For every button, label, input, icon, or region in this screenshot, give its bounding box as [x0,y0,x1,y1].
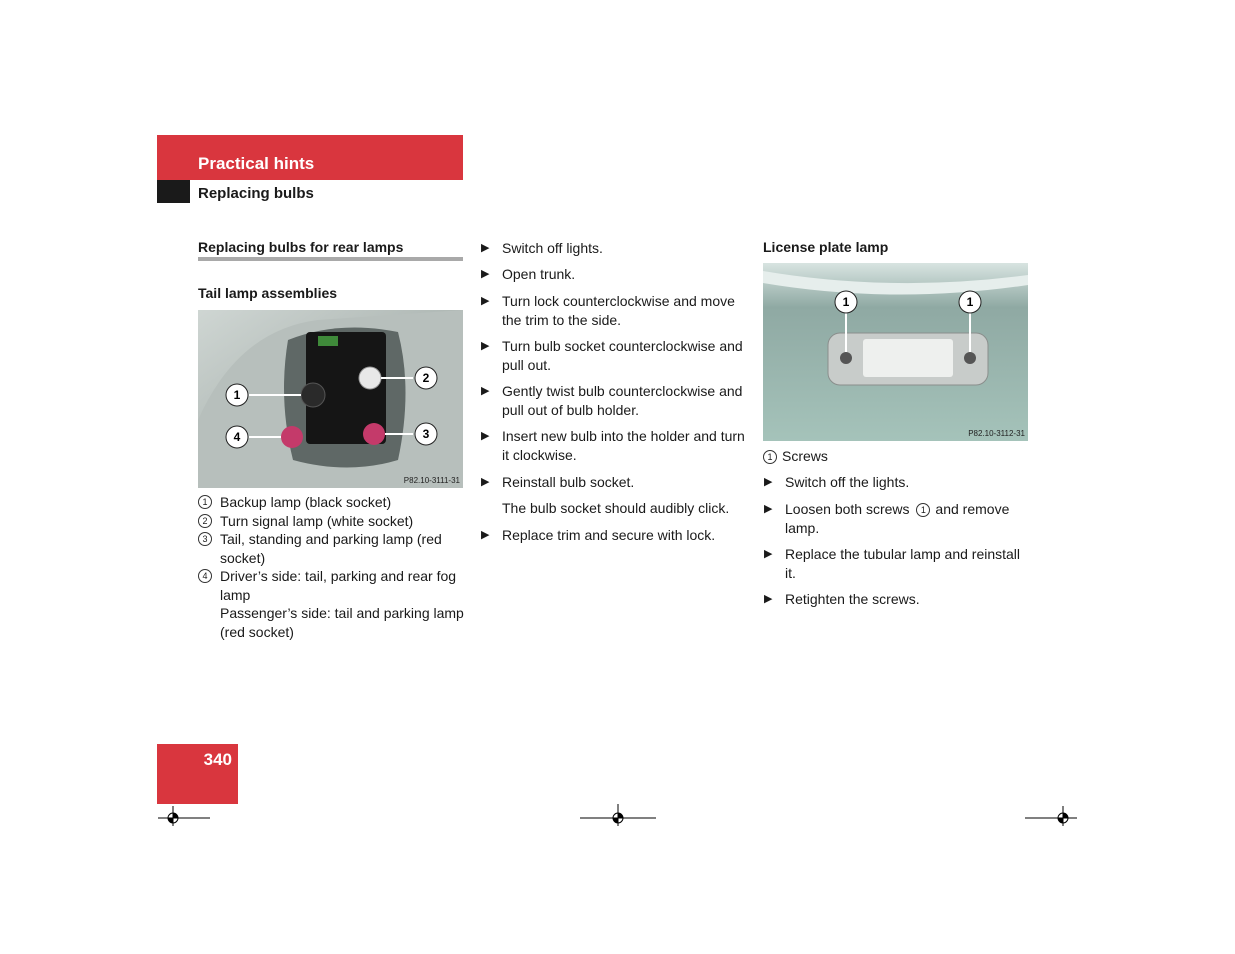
legend-text: Passenger’s side: tail and parking lamp [220,605,464,621]
callout-3: 3 [422,427,430,441]
step-item [764,545,1020,582]
callout-4: 4 [233,430,241,444]
triangle-right-icon: ▶ [481,529,490,541]
callout-1: 1 [233,388,241,402]
legend-number: 4 [198,569,212,583]
legend-item [198,493,466,512]
step-note: The bulb socket should audibly click. [502,500,730,516]
step-text: Open trunk. [502,266,576,282]
triangle-right-icon: ▶ [481,476,490,488]
page-number-box [157,744,238,804]
header-marker [157,180,190,203]
callout-screw-left: 1 [842,295,850,309]
triangle-right-icon: ▶ [481,268,490,280]
tail-lamp-subheading: Tail lamp assemblies [198,285,338,301]
step-item [481,526,715,545]
step-text: Turn bulb socket counterclockwise and [502,338,743,354]
callout-2: 2 [422,371,430,385]
triangle-right-icon: ▶ [764,548,773,560]
legend-number: 3 [198,532,212,546]
step-text: Replace trim and secure with lock. [502,527,716,543]
crosshair-icon [580,802,656,826]
legend-number: 1 [763,450,777,464]
legend-text: Screws [782,448,828,464]
step-text: Retighten the screws. [785,591,920,607]
step-item [481,239,603,258]
legend-text: Driver’s side: tail, parking and rear fog [220,568,457,584]
step-text: Insert new bulb into the holder and turn [502,428,745,444]
step-item [481,427,745,464]
step-text: Replace the tubular lamp and reinstall [785,546,1021,562]
header-section-bar [157,135,463,180]
step-text: Turn lock counterclockwise and move [502,293,735,309]
triangle-right-icon: ▶ [481,295,490,307]
step-text: Gently twist bulb counterclockwise and [502,383,743,399]
license-plate-photo [763,263,1028,441]
step-text: lamp. [785,519,820,536]
step-text: Reinstall bulb socket. [502,474,635,490]
step-item [764,473,909,492]
triangle-right-icon: ▶ [764,503,773,515]
screws-legend [763,447,828,466]
tail-lamp-photo [198,310,463,488]
step-text: it clockwise. [502,446,577,463]
step-item [481,382,742,419]
step-item [481,473,634,492]
legend-item [198,567,466,641]
step-item [481,265,575,284]
triangle-right-icon: ▶ [481,430,490,442]
rear-lamps-heading: Replacing bulbs for rear lamps [198,239,404,255]
legend-text: (red socket) [220,623,294,640]
step-text: Switch off the lights. [785,474,910,490]
legend-item [198,512,466,531]
section-title: Practical hints [198,154,315,173]
legend-text: Tail, standing and parking lamp (red [220,531,442,547]
tail-lamp-legend [198,493,466,641]
triangle-right-icon: ▶ [481,340,490,352]
legend-number: 2 [198,514,212,528]
heading-rule [198,257,463,261]
crosshair-icon [1025,802,1077,826]
triangle-right-icon: ▶ [764,476,773,488]
legend-text: socket) [220,549,266,566]
step-text: the trim to the side. [502,311,622,328]
step-item [481,337,743,374]
tail-lamp-illustration [198,310,463,488]
step-item [764,590,920,609]
step-text-part: Loosen both screws [785,501,910,517]
legend-item [198,530,466,567]
triangle-right-icon: ▶ [481,242,490,254]
subsection-title: Replacing bulbs [198,185,314,202]
step-item [481,292,735,329]
step-text: it. [785,564,796,581]
triangle-right-icon: ▶ [481,385,490,397]
step-text: pull out of bulb holder. [502,401,639,418]
step-text [785,500,1009,519]
legend-number: 1 [198,495,212,509]
step-text-part: and remove [935,501,1010,517]
license-plate-illustration [763,263,1028,441]
inline-number: 1 [916,503,930,517]
legend-text: lamp [220,586,251,603]
step-text: Switch off lights. [502,240,603,256]
tail-lamp-image-code: P82.10-3111-31 [403,476,460,485]
license-plate-heading: License plate lamp [763,239,889,255]
step-text: pull out. [502,356,552,373]
legend-text: Backup lamp (black socket) [220,494,392,510]
step-item [764,500,1009,537]
legend-text: Turn signal lamp (white socket) [220,512,414,529]
crosshair-icon [158,802,210,826]
callout-screw-right: 1 [966,295,974,309]
page-number: 340 [203,750,232,769]
triangle-right-icon: ▶ [764,593,773,605]
license-plate-image-code: P82.10-3112-31 [968,429,1025,438]
